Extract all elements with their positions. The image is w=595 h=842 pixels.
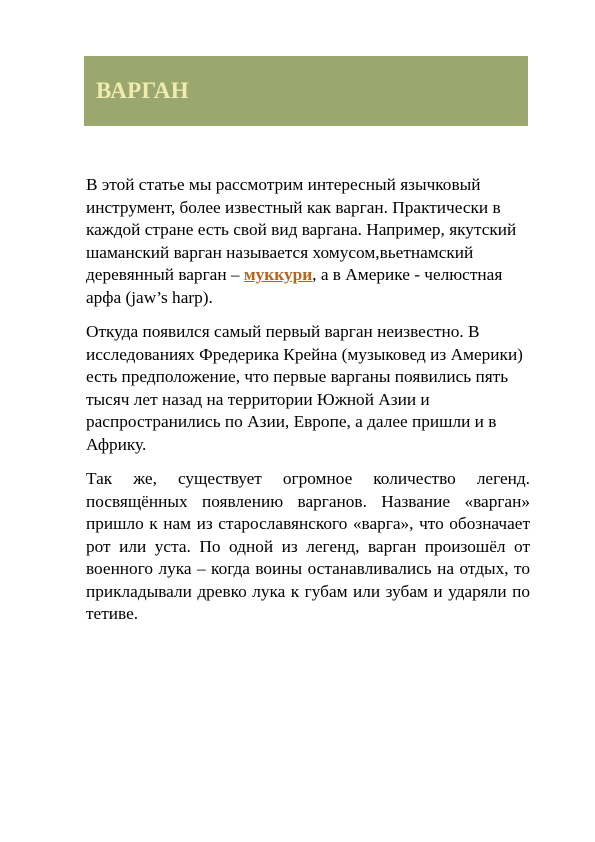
paragraph-origin: Откуда появился самый первый варган неизвестно. В исследованиях Фредерика Крейна (музыковед из Америки) есть предположение, что первые варганы появились пять тысяч лет назад на территории Южной Азии и распространились по Азии, Европе, а далее пришли и в Африку. <box>86 322 523 454</box>
article-body <box>86 174 530 638</box>
paragraph-intro-tail: , а в Америке - челюстная арфа (jaw’s harp). <box>86 265 503 307</box>
mukkuri-link[interactable]: муккури <box>243 265 313 284</box>
paragraph-legends: Так же, существует огромное количество легенд. посвящённых появлению варганов. Название «варган» пришло к нам из старославянского «варга», что обозначает рот или уста. По одной из легенд, варган произошёл от военного лука – когда воины останавливались на отдых, то прикладывали древко лука к губам или зубам и ударяли по тетиве. <box>86 469 530 623</box>
title-banner <box>84 56 528 126</box>
paragraph-intro <box>86 174 530 309</box>
paragraph-intro-lead: В этой статье мы рассмотрим интересный язычковый инструмент, более известный как варган. Практически в каждой стране есть свой вид варгана. Например, якутский шаманский варган называется хомусом,вьетнамский деревянный варган – <box>86 175 517 284</box>
page-title: ВАРГАН <box>96 78 189 103</box>
